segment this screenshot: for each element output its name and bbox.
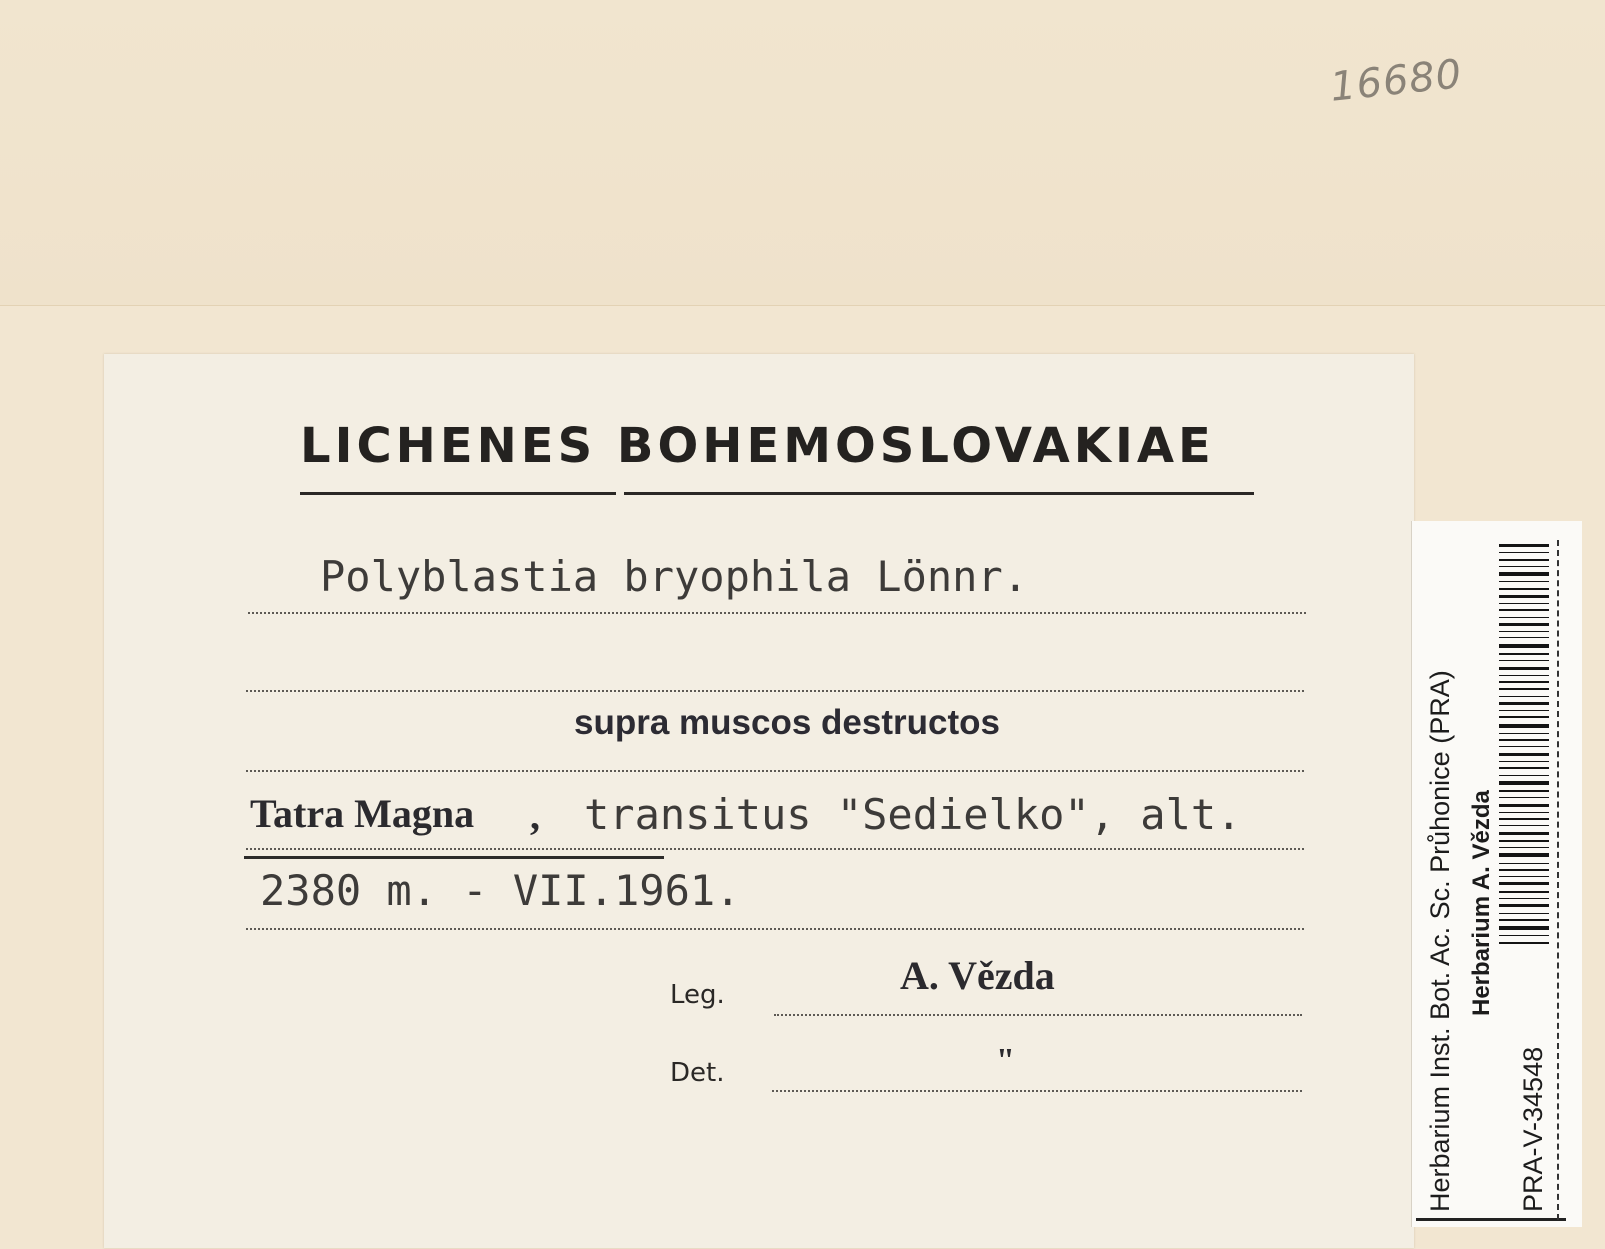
title-underline-left xyxy=(300,492,616,495)
det-label: Det. xyxy=(670,1058,725,1088)
collector-name: A. Vězda xyxy=(900,953,1055,998)
label-title: LICHENES BOHEMOSLOVAKIAE xyxy=(300,418,1215,474)
locality-region: Tatra Magna xyxy=(250,791,475,836)
herbarium-sheet-top xyxy=(0,0,1605,305)
dotted-line-2 xyxy=(246,690,1304,692)
locality-text: transitus "Sedielko", alt. xyxy=(584,790,1242,839)
dotted-line-3 xyxy=(246,770,1304,772)
collection-text: Herbarium A. Vězda xyxy=(1468,790,1495,1016)
species-name: Polyblastia bryophila Lönnr. xyxy=(320,552,1029,601)
barcode-image xyxy=(1499,544,1549,944)
det-dotted-line xyxy=(772,1090,1302,1092)
accession-number: 16680 xyxy=(1327,51,1465,111)
dotted-line-5 xyxy=(246,928,1304,930)
institution-text: Herbarium Inst. Bot. Ac. Sc. Průhonice (PRA) xyxy=(1425,670,1455,1212)
dotted-line-1 xyxy=(248,612,1306,614)
specimen-id: PRA-V-34548 xyxy=(1518,1046,1548,1212)
determiner-ditto: " xyxy=(996,1042,1015,1079)
locality-underline xyxy=(244,856,664,859)
leg-label: Leg. xyxy=(670,980,725,1010)
barcode-strip-dashed-edge xyxy=(1557,540,1559,1220)
title-underline-right xyxy=(624,492,1254,495)
barcode-strip-bottom-rule xyxy=(1416,1218,1566,1221)
altitude-date: 2380 m. - VII.1961. xyxy=(260,866,741,915)
leg-dotted-line xyxy=(774,1014,1302,1016)
substrate-text: supra muscos destructos xyxy=(574,703,1000,742)
dotted-line-4 xyxy=(246,848,1304,850)
locality-comma: , xyxy=(530,793,540,838)
